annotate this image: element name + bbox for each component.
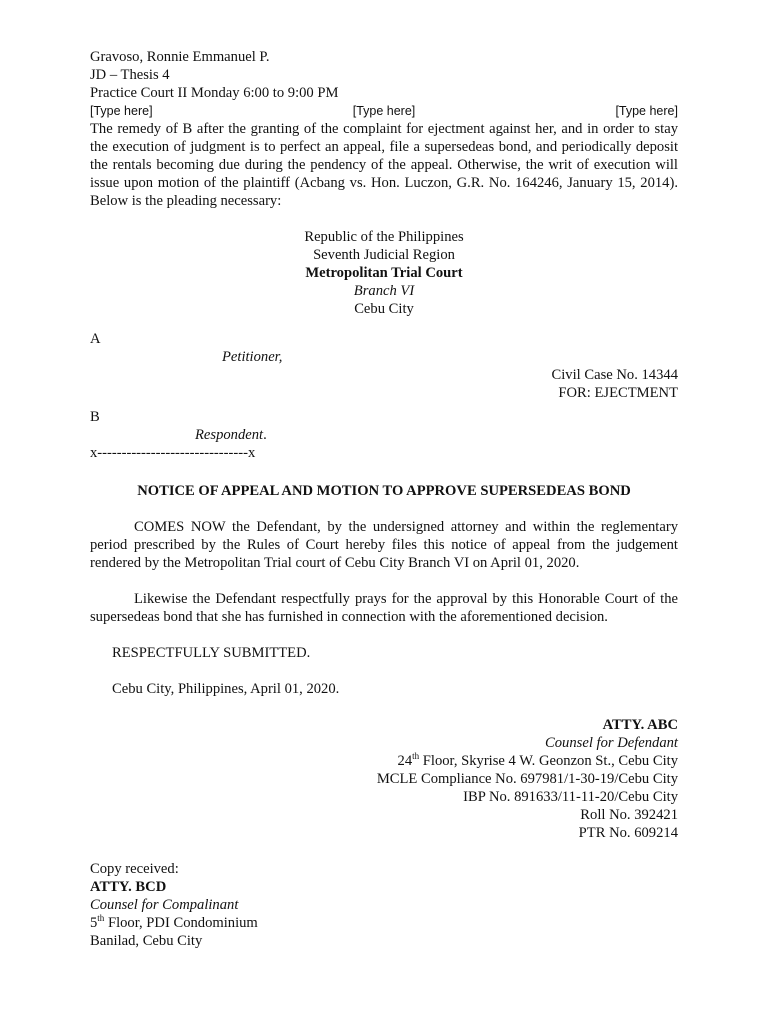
court-branch: Branch VI xyxy=(353,283,415,299)
counsel-address: 24th Floor, Skyrise 4 W. Geonzon St., Cebu City xyxy=(397,751,678,769)
opposing-counsel-name: ATTY. BCD xyxy=(90,879,167,895)
court-name: Metropolitan Trial Court xyxy=(305,265,463,281)
placeholder-center: [Type here] xyxy=(352,104,416,118)
pleading-title: NOTICE OF APPEAL AND MOTION TO APPROVE SUPERSEDEAS BOND xyxy=(137,483,631,499)
court-city: Cebu City xyxy=(354,301,414,317)
respondent-line xyxy=(90,426,678,444)
court-region: Seventh Judicial Region xyxy=(313,247,455,263)
court-heading xyxy=(90,228,678,318)
caption-separator: x-------------------------------x xyxy=(90,445,256,461)
place-and-date: Cebu City, Philippines, April 01, 2020. xyxy=(112,681,340,697)
copy-received-block xyxy=(90,860,678,950)
class-schedule: Practice Court II Monday 6:00 to 9:00 PM xyxy=(90,85,339,101)
signature-block xyxy=(90,716,678,842)
opposing-counsel-city: Banilad, Cebu City xyxy=(90,933,203,949)
ptr-number: PTR No. 609214 xyxy=(578,825,678,841)
opposing-counsel-role: Counsel for Compalinant xyxy=(90,897,239,913)
author-name: Gravoso, Ronnie Emmanuel P. xyxy=(90,49,270,65)
header-placeholders xyxy=(90,102,678,120)
counsel-role: Counsel for Defendant xyxy=(545,735,678,751)
placeholder-right: [Type here] xyxy=(615,104,678,118)
placeholder-left: [Type here] xyxy=(90,104,153,118)
roll-number: Roll No. 392421 xyxy=(580,807,678,823)
respondent-label: Respondent xyxy=(195,427,264,443)
petitioner-name: A xyxy=(90,331,101,347)
case-caption xyxy=(90,330,678,462)
case-nature: FOR: EJECTMENT xyxy=(558,385,678,401)
ibp-number: IBP No. 891633/11-11-20/Cebu City xyxy=(463,789,678,805)
case-number: Civil Case No. 14344 xyxy=(551,367,678,383)
copy-received-label: Copy received: xyxy=(90,861,179,877)
court-republic: Republic of the Philippines xyxy=(304,229,464,245)
document-header xyxy=(90,48,678,120)
opposing-counsel-address: 5th Floor, PDI Condominium xyxy=(90,913,258,931)
mcle-number: MCLE Compliance No. 697981/1-30-19/Cebu City xyxy=(376,771,678,787)
body-paragraph-2: Likewise the Defendant respectfully prays for the approval by this Honorable Court of the supersedeas bond that she has furnished in connection with the aforementioned decision. xyxy=(90,591,678,625)
respondent-name: B xyxy=(90,409,100,425)
course-name: JD – Thesis 4 xyxy=(90,67,170,83)
counsel-name: ATTY. ABC xyxy=(602,717,678,733)
respondent-period: . xyxy=(263,427,267,443)
petitioner-label: Petitioner, xyxy=(222,349,283,365)
intro-paragraph: The remedy of B after the granting of the complaint for ejectment against her, and in order to stay the execution of judgment is to perfect an appeal, file a supersedeas bond, and periodically deposit the rentals becoming due during the pendency of the appeal. Otherwise, the writ of execution will issue upon motion of the plaintiff (Acbang vs. Hon. Luczon, G.R. No. 164246, January 15, 2014). Below is the pleading necessary: xyxy=(90,121,678,209)
body-paragraph-1: COMES NOW the Defendant, by the undersigned attorney and within the reglementary period prescribed by the Rules of Court hereby files this notice of appeal from the judgement rendered by the Metropolitan Trial court of Cebu City Branch VI on April 01, 2020. xyxy=(90,519,678,571)
respectfully-submitted: RESPECTFULLY SUBMITTED. xyxy=(112,645,311,661)
document-page xyxy=(90,48,678,950)
